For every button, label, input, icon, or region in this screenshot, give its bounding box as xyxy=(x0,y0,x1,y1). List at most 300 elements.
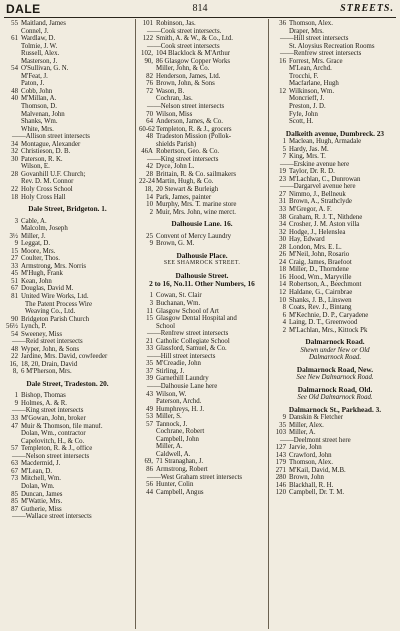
entry-number: 36 xyxy=(279,20,286,27)
street-heading: Dalhousie Place. xyxy=(176,250,228,260)
entry-name: Miller, D., Thorndene xyxy=(289,266,349,274)
entry-name: Armstrong, Robert xyxy=(156,466,208,473)
cross-reference: See Old Dalmarnock Road. xyxy=(297,394,373,402)
entry-number: 33 xyxy=(11,415,18,423)
continuation-line: Russell, Alex. xyxy=(21,50,60,58)
directory-entry xyxy=(139,111,265,119)
directory-entry xyxy=(4,498,131,506)
entry-number: 18 xyxy=(279,266,286,274)
entry-name: Humphreys, H. J. xyxy=(156,405,205,413)
entry-number: 1 xyxy=(149,292,153,300)
entry-number: 3 xyxy=(149,299,153,307)
directory-entry xyxy=(4,248,131,256)
directory-entry xyxy=(272,251,398,259)
directory-entry xyxy=(139,118,265,126)
entry-name: Glasgow Dental Hospital and xyxy=(156,315,237,323)
entry-number: 33 xyxy=(146,345,153,353)
continuation-line: Malvenan, John xyxy=(21,110,65,118)
entry-number: 31 xyxy=(279,198,286,206)
intersection-note: ——King street intersects xyxy=(147,155,219,163)
entry-name: Stirling, J. xyxy=(156,367,185,375)
entry-name: Crawford, John xyxy=(289,451,332,459)
continuation-line: Draper, Mrs. xyxy=(289,27,324,35)
entry-name: M'Lean, D. xyxy=(21,467,53,475)
entry-number: 45 xyxy=(11,270,18,278)
entry-name: M'Kail, David, M.B. xyxy=(289,466,346,474)
entry-name: King, Mrs. T. xyxy=(289,153,326,161)
continuation-line: Trocchi, F. xyxy=(289,72,319,80)
entry-number: 27 xyxy=(279,190,286,198)
directory-entry xyxy=(4,263,131,271)
directory-entry xyxy=(4,218,131,226)
directory-entry xyxy=(272,236,398,244)
directory-entry xyxy=(4,475,131,483)
directory-entry xyxy=(272,304,398,312)
continuation-line: The Patent Process Wire xyxy=(25,300,93,308)
intersection-note: ——Dalhousie Lane here xyxy=(147,382,218,390)
continuation-line: Thomson, D. xyxy=(21,103,57,111)
entry-name: Tradeston Mission (Pollok- xyxy=(156,133,232,141)
entry-number: 43 xyxy=(146,390,153,398)
entry-name: Sweeney, Miss xyxy=(21,330,62,338)
entry-name: M'Gregor, A. F. xyxy=(289,205,332,213)
directory-entry xyxy=(139,35,265,43)
entry-name: 86 Glasgow Copper Works xyxy=(156,57,231,65)
entry-number: 280 xyxy=(275,474,286,482)
directory-entry xyxy=(139,163,265,171)
continuation-line: White, Mrs. xyxy=(21,125,54,133)
entry-number: 22 xyxy=(11,353,18,361)
street-heading: Dalhousie Lane. 16. xyxy=(171,219,233,229)
directory-entry xyxy=(139,73,265,81)
entry-number: 127 xyxy=(275,444,286,452)
directory-entry xyxy=(139,20,265,28)
directory-entry xyxy=(139,458,265,466)
intersection-note: ——King street intersects xyxy=(12,407,84,415)
entry-name: Robinson, Jas. xyxy=(156,20,196,27)
directory-entry xyxy=(272,138,398,146)
continuation-line: Paton, J. xyxy=(21,80,45,88)
entry-name: Shanks, J. B., Linswen xyxy=(289,296,352,304)
entry-name: Paterson, R. K. xyxy=(21,155,63,163)
entry-name: Wyper, John, & Sons xyxy=(21,345,80,353)
entry-name: Hodge, J., Helenslea xyxy=(289,228,346,236)
entry-name: Hardy, Jas. M. xyxy=(289,145,329,153)
directory-entry xyxy=(272,176,398,184)
directory-entry xyxy=(139,375,265,383)
entry-number: 8, xyxy=(12,368,18,376)
entry-name: Kean, John xyxy=(21,277,52,285)
entry-number: 22-24 xyxy=(139,178,155,186)
entry-number: 51 xyxy=(11,277,18,285)
entry-number: 53 xyxy=(146,413,153,421)
directory-entry xyxy=(139,391,265,399)
entry-name: Miller, S. xyxy=(156,413,182,421)
entry-number: 63 xyxy=(11,460,18,468)
directory-entry xyxy=(272,297,398,305)
entry-name: M'Neil, John, Rosario xyxy=(289,251,350,259)
street-heading: Dalmarnock Road, New. xyxy=(296,364,374,374)
entry-name: Holy Cross Hall xyxy=(21,193,66,201)
entry-number: 8 xyxy=(282,304,286,312)
directory-entry xyxy=(272,221,398,229)
directory-entry xyxy=(4,415,131,423)
entry-number: 19 xyxy=(279,168,286,176)
entry-number: 82 xyxy=(146,72,153,80)
directory-entry xyxy=(4,361,131,369)
cross-reference: Shewn under New or Old xyxy=(300,346,370,354)
directory-entry xyxy=(272,229,398,237)
entry-number: 54 xyxy=(11,330,18,338)
directory-column-2 xyxy=(139,20,265,629)
entry-name: Blackhall, R. H. xyxy=(289,481,334,489)
entry-number: 24 xyxy=(279,258,286,266)
entry-name: Jarvie, John xyxy=(289,444,322,452)
entry-number: 61 xyxy=(11,35,18,43)
continuation-line: Wilson, E. xyxy=(21,163,50,171)
entry-name: 104 Blacklock & M'Arthur xyxy=(156,50,231,58)
intersection-note: ——Renfrew street intersects xyxy=(280,50,362,58)
directory-entry xyxy=(4,468,131,476)
entry-number: 3 xyxy=(14,217,18,225)
entry-name: Jardine, Mrs. David, cowfeeder xyxy=(21,353,108,361)
entry-number: 27 xyxy=(11,255,18,263)
entry-number: 28 xyxy=(279,243,286,251)
continuation-line: St. Aloysius Recreation Rooms xyxy=(289,42,375,50)
entry-name: Taylor, Dr. R. D. xyxy=(289,168,335,176)
directory-entry xyxy=(272,414,398,422)
entry-number: 7 xyxy=(282,153,286,161)
entry-number: 33 xyxy=(11,262,18,270)
entry-number: 15 xyxy=(146,315,153,323)
entry-name: Thomson, Alex. xyxy=(289,459,333,467)
directory-entry xyxy=(139,209,265,217)
directory-entry xyxy=(139,421,265,429)
entry-name: 18, 20, Drain, David xyxy=(21,360,78,368)
running-head-right: STREETS. xyxy=(340,3,394,14)
directory-entry xyxy=(4,270,131,278)
directory-entry xyxy=(272,214,398,222)
entry-number: 9 xyxy=(14,240,18,248)
entry-name: Danskin & Fletcher xyxy=(289,414,343,422)
entry-name: Cable, A. xyxy=(21,217,47,225)
entry-number: 39 xyxy=(146,375,153,383)
entry-number: 16 xyxy=(279,57,286,65)
entry-number: 64 xyxy=(146,118,153,126)
entry-number: 15 xyxy=(11,247,18,255)
intersection-note: ——Nelson street intersects xyxy=(147,103,225,111)
entry-number: 35 xyxy=(146,360,153,368)
entry-name: M'Lachlan, Mrs., Kittock Pk xyxy=(289,326,368,334)
directory-entry xyxy=(4,400,131,408)
entry-name: Wardlaw, D. xyxy=(21,35,56,43)
continuation-line: Tolmie, J. W. xyxy=(21,42,58,50)
continuation-line: M'Feat, J. xyxy=(21,72,48,80)
entry-name: Park, James, painter xyxy=(156,193,212,201)
directory-entry xyxy=(4,506,131,514)
entry-name: Buchanan, Wm. xyxy=(156,299,201,307)
entry-number: 1 xyxy=(14,392,18,400)
directory-entry xyxy=(139,171,265,179)
directory-entry xyxy=(4,353,131,361)
entry-name: Duncan, James xyxy=(21,490,63,498)
intersection-note: ——Allison street intersects xyxy=(12,133,90,141)
directory-entry xyxy=(4,293,131,301)
directory-entry xyxy=(139,308,265,316)
entry-name: Lynch, P. xyxy=(21,323,47,331)
entry-name: Coats, Rev. J., Bintang xyxy=(289,304,352,312)
directory-entry xyxy=(139,58,265,66)
entry-number: 69, xyxy=(144,458,153,466)
directory-entry xyxy=(272,474,398,482)
entry-name: Wilson, W. xyxy=(156,390,187,398)
directory-entry xyxy=(272,168,398,176)
entry-name: Wilkinson, Wm. xyxy=(289,87,335,95)
directory-entry xyxy=(139,133,265,141)
directory-entry xyxy=(272,198,398,206)
intersection-note: ——West Graham street intersects xyxy=(147,473,243,481)
entry-name: Holmes, A. & R. xyxy=(21,399,68,407)
entry-number: 120 xyxy=(275,489,286,497)
entry-number: 76 xyxy=(146,80,153,88)
directory-entry xyxy=(272,266,398,274)
directory-entry xyxy=(139,315,265,323)
entry-name: Henderson, James, Ltd. xyxy=(156,72,221,80)
entry-number: 2 xyxy=(282,326,286,334)
entry-number: 22 xyxy=(11,186,18,194)
entry-name: Catholic Collegiate School xyxy=(156,337,230,345)
entry-number: 21 xyxy=(146,337,153,345)
directory-entry xyxy=(272,489,398,497)
directory-entry xyxy=(139,194,265,202)
entry-name: London, Mrs. E. L. xyxy=(289,243,342,251)
directory-entry xyxy=(4,233,131,241)
entry-number: 18 xyxy=(11,193,18,201)
continuation-line: Miller, John, & Co. xyxy=(156,65,210,73)
entry-name: Bishop, Thomas xyxy=(21,392,66,400)
entry-number: 56 xyxy=(146,481,153,489)
street-heading: Dale Street, Tradeston. 20. xyxy=(26,379,109,388)
directory-entry xyxy=(139,126,265,134)
entry-name: Anderson, James, & Co. xyxy=(156,118,223,126)
directory-entry xyxy=(272,281,398,289)
directory-entry xyxy=(4,156,131,164)
directory-entry xyxy=(139,178,265,186)
intersection-note: ——Wallace street intersects xyxy=(12,513,92,521)
continuation-line: Cochrane, Robert xyxy=(156,428,205,436)
directory-entry xyxy=(139,406,265,414)
continuation-line: Miller, A. xyxy=(156,443,183,451)
directory-column-1 xyxy=(4,20,131,629)
continuation-line: Campbell, John xyxy=(156,435,199,443)
entry-number: 38 xyxy=(279,213,286,221)
directory-entry xyxy=(272,88,398,96)
entry-number: 9 xyxy=(14,399,18,407)
entry-number: 34 xyxy=(279,221,286,229)
entry-number: 48 xyxy=(11,87,18,95)
directory-entry xyxy=(4,186,131,194)
directory-entry xyxy=(4,491,131,499)
entry-number: 12 xyxy=(279,288,286,296)
directory-entry xyxy=(4,95,131,103)
entry-name: M'Creadie, John xyxy=(156,360,201,368)
continuation-line: Shanks, Wm. xyxy=(21,118,58,126)
entry-name: Hunter, Colin xyxy=(156,481,194,489)
entry-name: 20 Stewart & Burleigh xyxy=(156,186,219,194)
entry-number: 70 xyxy=(146,110,153,118)
entry-name: Brown, G. M. xyxy=(156,240,195,248)
entry-name: Wilson, Miss xyxy=(156,110,193,118)
directory-entry xyxy=(272,259,398,267)
entry-number: 101 xyxy=(142,20,153,27)
entry-number: 9 xyxy=(149,240,153,248)
directory-entry xyxy=(272,444,398,452)
street-heading: Dalhousie Street. xyxy=(175,270,229,280)
entry-number: 86 xyxy=(146,466,153,473)
continuation-line: Paterson, Archd. xyxy=(156,398,202,406)
entry-name: Brown, John xyxy=(289,474,324,482)
entry-name: Dyce, John L. xyxy=(156,163,195,171)
directory-entry xyxy=(4,35,131,43)
directory-entry xyxy=(4,368,131,376)
intersection-note: ——Dargarvel avenue here xyxy=(280,183,356,191)
entry-name: Maitland, James xyxy=(21,20,66,27)
entry-name: United Wire Works, Ltd. xyxy=(21,292,89,300)
entry-number: 122 xyxy=(142,35,153,43)
entry-name: Murphy, Mrs. T. marine store xyxy=(156,201,237,209)
entry-number: 42 xyxy=(146,163,153,171)
directory-entry xyxy=(272,206,398,214)
directory-entry xyxy=(4,194,131,202)
entry-number: 10 xyxy=(146,201,153,209)
directory-entry xyxy=(139,345,265,353)
entry-name: M'Kechnie, D. P., Caryadene xyxy=(289,311,369,319)
directory-entry xyxy=(4,316,131,324)
entry-name: Brittain, R. & Co. sailmakers xyxy=(156,170,237,178)
directory-entry xyxy=(139,240,265,248)
entry-name: Govanhill U.F. Church; xyxy=(21,170,86,178)
directory-entry xyxy=(272,146,398,154)
directory-entry xyxy=(272,319,398,327)
entry-name: Templeton, R. & J., office xyxy=(21,445,93,453)
entry-name: Holy Cross School xyxy=(21,186,73,194)
entry-name: Tannock, J. xyxy=(156,420,188,428)
entry-number: 49 xyxy=(146,405,153,413)
entry-name: Moore, Mrs. xyxy=(21,247,56,255)
entry-name: Nimmo, J., Bellneuk xyxy=(289,190,346,198)
continuation-line: Moncrieff, J. xyxy=(289,95,325,103)
entry-name: Graham, R. J. T., Nithdene xyxy=(289,213,363,221)
entry-name: M'Gowan, John, broker xyxy=(21,415,86,423)
entry-name: Hood, Wm., Maryville xyxy=(289,273,352,281)
entry-name: Craig, James, Braefoot xyxy=(289,258,352,266)
entry-number: 35 xyxy=(279,421,286,429)
entry-name: Brown, A., Strathclyde xyxy=(289,198,352,206)
directory-entry xyxy=(4,460,131,468)
continuation-line: Dolan, Wm., contractor xyxy=(21,430,86,438)
continuation-line: Connel, J. xyxy=(21,27,49,35)
entry-number: 103 xyxy=(275,429,286,437)
directory-entry xyxy=(4,445,131,453)
entry-number: 60-62 xyxy=(139,125,155,133)
entry-number: 10 xyxy=(279,296,286,304)
directory-entry xyxy=(4,278,131,286)
entry-name: O'Sullivan, G. N. xyxy=(21,65,69,73)
street-heading: Dalmarnock Road, Old. xyxy=(297,384,373,394)
directory-entry xyxy=(272,467,398,475)
continuation-line: Malcolm, Joseph xyxy=(21,225,68,233)
entry-name: Christieson, D. B. xyxy=(21,148,71,156)
continuation-line: Dolan, Wm. xyxy=(21,482,55,490)
entry-number: 4 xyxy=(282,319,286,327)
entry-number: 85 xyxy=(11,490,18,498)
entry-name: Campbell, Angus xyxy=(156,488,204,496)
entry-name: Glasgow School of Art xyxy=(156,307,219,315)
header-rule xyxy=(4,17,396,18)
entry-number: 28 xyxy=(146,170,153,178)
continuation-line: Rev. D. M. Connor xyxy=(21,178,74,186)
entry-name: M'Hugh, Frank xyxy=(21,270,63,278)
entry-number: 32 xyxy=(279,228,286,236)
entry-number: 81 xyxy=(11,292,18,300)
entry-number: 143 xyxy=(275,451,286,459)
entry-number: 18, xyxy=(144,186,153,194)
entry-name: Miller, A. xyxy=(289,429,316,437)
entry-number: 30 xyxy=(279,236,286,244)
entry-name: Campbell, Dr. T. M. xyxy=(289,489,345,497)
entry-name: Montague, Alexander xyxy=(21,140,81,148)
column-divider xyxy=(135,19,136,629)
entry-name: M'Wattie, Mrs. xyxy=(21,498,63,506)
entry-number: 57 xyxy=(11,445,18,453)
entry-number: 30 xyxy=(11,155,18,163)
directory-entry xyxy=(139,186,265,194)
continuation-line: Weaving Co., Ltd. xyxy=(25,308,76,316)
directory-entry xyxy=(139,201,265,209)
entry-number: 5 xyxy=(282,145,286,153)
entry-name: Hay, Edward xyxy=(289,236,325,244)
directory-entry xyxy=(139,368,265,376)
entry-number: 46A xyxy=(141,148,153,156)
entry-name: Muir & Thomson, file manuf. xyxy=(21,422,103,430)
entry-number: 1 xyxy=(282,138,286,146)
entry-name: Templeton, R. & J., grocers xyxy=(156,125,232,133)
entry-name: Macdermid, J. xyxy=(21,460,61,468)
cross-reference: Dalmarnock Road. xyxy=(308,354,362,362)
entry-name: M'Millan, A. xyxy=(21,95,57,103)
directory-entry xyxy=(272,422,398,430)
entry-number: 16, xyxy=(9,360,18,368)
directory-entry xyxy=(272,244,398,252)
directory-entry xyxy=(4,141,131,149)
entry-name: Muir, Mrs. John, wine merct. xyxy=(156,208,236,216)
entry-name: Cowan, St. Clair xyxy=(156,292,202,300)
intersection-note: ——Renfrew street intersects xyxy=(147,330,229,338)
directory-entry xyxy=(139,466,265,474)
directory-entry xyxy=(139,338,265,346)
entry-number: 48 xyxy=(11,345,18,353)
directory-entry xyxy=(272,274,398,282)
entry-number: 2 xyxy=(149,208,153,216)
directory-entry xyxy=(272,452,398,460)
entry-number: 85 xyxy=(11,498,18,506)
entry-name: Robertson, Geo. & Co. xyxy=(156,148,220,156)
entry-number: 90, xyxy=(144,57,153,65)
street-heading: Dale Street, Bridgeton. 1. xyxy=(28,204,107,214)
entry-number: 47 xyxy=(11,422,18,430)
entry-number: 23 xyxy=(279,175,286,183)
entry-number: 271 xyxy=(275,466,286,474)
